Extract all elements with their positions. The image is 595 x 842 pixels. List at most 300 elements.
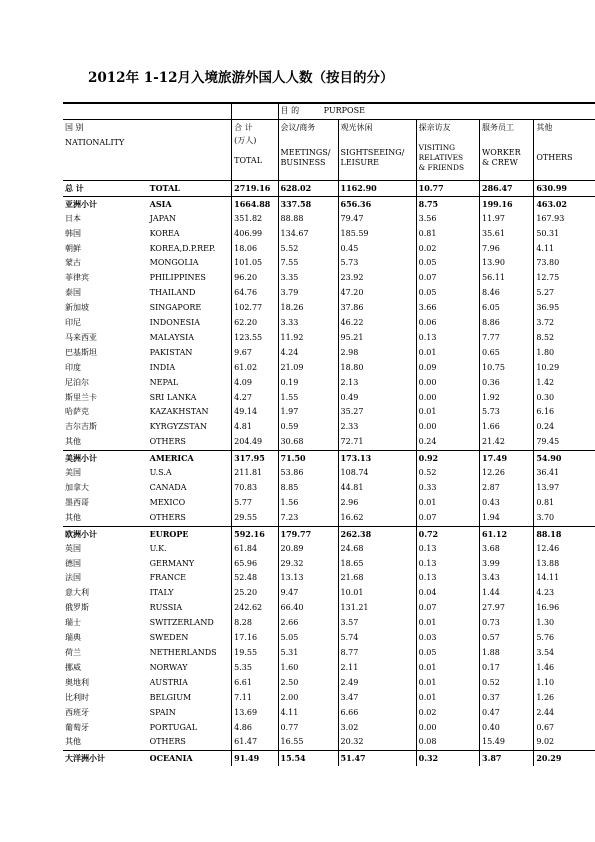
- others-cell: 13.88: [534, 557, 595, 572]
- sight-cell: 47.20: [338, 286, 416, 301]
- worker-cell: 3.43: [480, 571, 534, 586]
- country-cn: 朝鲜: [65, 243, 81, 253]
- country-cn: 奥地利: [65, 677, 89, 687]
- country-cn: 俄罗斯: [65, 603, 89, 613]
- total-cell: 5.35: [232, 661, 278, 676]
- total-cell: 211.81: [232, 466, 278, 481]
- country-en: RUSSIA: [149, 603, 183, 613]
- country-cn: 其他: [65, 737, 81, 747]
- total-cell: 102.77: [232, 301, 278, 316]
- sight-cell: 2.96: [338, 496, 416, 511]
- table-row: [63, 376, 595, 391]
- visit-cell: 0.00: [416, 721, 479, 736]
- meet-cell: 20.89: [278, 542, 338, 557]
- country-en: SPAIN: [149, 707, 176, 717]
- country-cn: 加拿大: [65, 483, 89, 493]
- country-en: TOTAL: [146, 180, 232, 196]
- visit-cn-header: 探亲访友: [416, 119, 479, 136]
- others-cell: 36.95: [534, 301, 595, 316]
- visit-cell: 0.13: [416, 331, 479, 346]
- sight-cell: 2.98: [338, 346, 416, 361]
- others-en-header: [534, 136, 595, 180]
- country-cn: 瑞典: [65, 633, 81, 643]
- country-en: PORTUGAL: [149, 722, 198, 732]
- others-cell: 50.31: [534, 227, 595, 242]
- table-row: [63, 586, 595, 601]
- country-cn: 巴基斯坦: [65, 347, 97, 357]
- visit-cell: 10.77: [416, 180, 479, 196]
- total-cell: 123.55: [232, 331, 278, 346]
- table-row: [63, 271, 595, 286]
- country-en: CANADA: [149, 483, 187, 493]
- worker-cell: 35.61: [480, 227, 534, 242]
- meet-cell: 29.32: [278, 557, 338, 572]
- sight-cell: 5.74: [338, 631, 416, 646]
- table-row: [63, 227, 595, 242]
- sight-cell: 3.47: [338, 691, 416, 706]
- meet-cell: 0.59: [278, 420, 338, 435]
- table-row: [63, 435, 595, 450]
- others-cell: 4.11: [534, 242, 595, 257]
- sight-cell: 23.92: [338, 271, 416, 286]
- country-cn: 西班牙: [65, 707, 89, 717]
- visit-cell: 0.00: [416, 391, 479, 406]
- sight-cell: 95.21: [338, 331, 416, 346]
- total-cell: 317.95: [232, 451, 278, 466]
- country-cn: 斯里兰卡: [65, 392, 97, 402]
- table-row: [63, 511, 595, 526]
- meet-cell: 5.52: [278, 242, 338, 257]
- total-cell: 4.09: [232, 376, 278, 391]
- table-row: [63, 661, 595, 676]
- worker-cell: 7.96: [480, 242, 534, 257]
- country-cn: 韩国: [65, 228, 81, 238]
- worker-cell: 15.49: [480, 735, 534, 750]
- total-cell: 19.55: [232, 646, 278, 661]
- worker-cell: 13.90: [480, 256, 534, 271]
- visit-en-line-2: RELATIVES: [418, 153, 464, 163]
- country-cn: 哈萨克: [65, 407, 89, 417]
- sight-cell: 6.66: [338, 706, 416, 721]
- country-en-header: NATIONALITY: [63, 136, 146, 180]
- table-row: [63, 361, 595, 376]
- total-cell: 18.06: [232, 242, 278, 257]
- meet-en-line-1: MEETINGS/: [280, 148, 331, 158]
- country-en: U.S.A: [149, 468, 172, 478]
- table-row: [63, 735, 595, 750]
- sight-cell: 185.59: [338, 227, 416, 242]
- table-row: [63, 691, 595, 706]
- country-cn: 泰国: [65, 288, 81, 298]
- worker-cell: 12.26: [480, 466, 534, 481]
- visit-cell: 0.08: [416, 735, 479, 750]
- visit-cell: 0.01: [416, 346, 479, 361]
- total-cell: 70.83: [232, 481, 278, 496]
- total-cell: 64.76: [232, 286, 278, 301]
- others-cell: 54.90: [534, 451, 595, 466]
- others-cell: 0.30: [534, 391, 595, 406]
- meet-cell: 3.35: [278, 271, 338, 286]
- visit-en-line-1: VISITING: [418, 143, 456, 153]
- meet-cell: 71.50: [278, 451, 338, 466]
- subtotal-row: [63, 751, 595, 766]
- others-cell: 1.80: [534, 346, 595, 361]
- worker-cell: 10.75: [480, 361, 534, 376]
- purpose-en: PURPOSE: [323, 106, 365, 116]
- sight-cell: 10.01: [338, 586, 416, 601]
- table-row: [63, 616, 595, 631]
- others-cell: 0.24: [534, 420, 595, 435]
- worker-cell: 0.40: [480, 721, 534, 736]
- worker-cell: 17.49: [480, 451, 534, 466]
- country-cn: 英国: [65, 543, 81, 553]
- total-cell: 25.20: [232, 586, 278, 601]
- country-en: KAZAKHSTAN: [149, 407, 209, 417]
- meet-cell: 13.13: [278, 571, 338, 586]
- meet-cell: 9.47: [278, 586, 338, 601]
- others-cn-header: 其他: [534, 119, 595, 136]
- country-cn: 法国: [65, 573, 81, 583]
- others-cell: 3.54: [534, 646, 595, 661]
- country-en: SWEDEN: [149, 633, 189, 643]
- visit-cell: 0.81: [416, 227, 479, 242]
- worker-cell: 0.17: [480, 661, 534, 676]
- meet-cell: 30.68: [278, 435, 338, 450]
- visit-cell: 3.56: [416, 212, 479, 227]
- others-cell: 167.93: [534, 212, 595, 227]
- others-cell: 20.29: [534, 751, 595, 766]
- country-cn-header: 国 别: [63, 119, 146, 136]
- country-cn: 葡萄牙: [65, 722, 89, 732]
- meet-cell: 4.24: [278, 346, 338, 361]
- tourist-table: [63, 102, 595, 766]
- country-en: MEXICO: [149, 497, 186, 507]
- meet-cell: 3.79: [278, 286, 338, 301]
- table-row: [63, 646, 595, 661]
- country-en: FRANCE: [149, 573, 186, 583]
- worker-en-header: [480, 136, 534, 180]
- sight-cell: 1162.90: [338, 180, 416, 196]
- country-cn: 墨西哥: [65, 497, 89, 507]
- total-cell: 65.96: [232, 557, 278, 572]
- meet-cell: 1.56: [278, 496, 338, 511]
- country-en: NEPAL: [149, 377, 179, 387]
- total-unit: (万人): [234, 136, 257, 146]
- worker-cell: 3.68: [480, 542, 534, 557]
- visit-cell: 8.75: [416, 196, 479, 211]
- visit-cell: 0.01: [416, 676, 479, 691]
- others-cell: 1.42: [534, 376, 595, 391]
- visit-cell: 0.01: [416, 405, 479, 420]
- visit-cell: 0.01: [416, 616, 479, 631]
- meet-cell: 3.33: [278, 316, 338, 331]
- others-cell: 5.76: [534, 631, 595, 646]
- others-cell: 1.10: [534, 676, 595, 691]
- table-row: [63, 242, 595, 257]
- others-cell: 6.16: [534, 405, 595, 420]
- meet-cell: 7.55: [278, 256, 338, 271]
- table-row: [63, 331, 595, 346]
- sight-cell: 0.45: [338, 242, 416, 257]
- worker-cell: 1.44: [480, 586, 534, 601]
- sight-cell: 46.22: [338, 316, 416, 331]
- meet-cell: 88.88: [278, 212, 338, 227]
- others-cell: 88.18: [534, 526, 595, 541]
- worker-cell: 0.47: [480, 706, 534, 721]
- country-cn: 吉尔吉斯: [65, 422, 97, 432]
- table-row: [63, 301, 595, 316]
- visit-cell: 0.07: [416, 511, 479, 526]
- country-en: ASIA: [146, 196, 232, 211]
- country-cn: 大洋洲小计: [63, 751, 146, 766]
- total-cell: 6.61: [232, 676, 278, 691]
- total-cell: 406.99: [232, 227, 278, 242]
- sight-cell: 108.74: [338, 466, 416, 481]
- meet-cell: 179.77: [278, 526, 338, 541]
- worker-cell: 56.11: [480, 271, 534, 286]
- table-row: [63, 557, 595, 572]
- country-cn: 比利时: [65, 692, 89, 702]
- others-cell: 36.41: [534, 466, 595, 481]
- table-row: [63, 466, 595, 481]
- total-cell: 4.81: [232, 420, 278, 435]
- worker-en-line-2: & CREW: [482, 158, 518, 168]
- country-en: MONGOLIA: [149, 258, 199, 268]
- visit-cell: 0.06: [416, 316, 479, 331]
- others-cell: 14.11: [534, 571, 595, 586]
- others-en-line-1: OTHERS: [536, 153, 573, 163]
- country-cn: 德国: [65, 558, 81, 568]
- visit-cell: 0.04: [416, 586, 479, 601]
- others-cell: 12.46: [534, 542, 595, 557]
- meet-cell: 2.50: [278, 676, 338, 691]
- country-en: SWITZERLAND: [149, 618, 214, 628]
- others-cell: 0.81: [534, 496, 595, 511]
- total-cn-header: 合 计: [232, 119, 278, 136]
- others-cell: 1.46: [534, 661, 595, 676]
- country-en: INDONESIA: [149, 318, 201, 328]
- country-cn: 意大利: [65, 588, 89, 598]
- meet-cell: 53.86: [278, 466, 338, 481]
- country-cn: 欧洲小计: [63, 526, 146, 541]
- table-row: [63, 286, 595, 301]
- meet-cell: 1.60: [278, 661, 338, 676]
- total-cell: 9.67: [232, 346, 278, 361]
- header-row-purpose: [63, 103, 595, 119]
- sight-en-header: [338, 136, 416, 180]
- total-cell: 1664.88: [232, 196, 278, 211]
- sight-cell: 44.81: [338, 481, 416, 496]
- table-row: [63, 542, 595, 557]
- country-cn: 日本: [65, 213, 81, 223]
- visit-cell: 0.05: [416, 646, 479, 661]
- country-en: MALAYSIA: [149, 332, 195, 342]
- total-cell: 7.11: [232, 691, 278, 706]
- sight-en-line-1: SIGHTSEEING/: [340, 148, 405, 158]
- total-cell: 61.02: [232, 361, 278, 376]
- worker-cell: 3.87: [480, 751, 534, 766]
- visit-cell: 0.13: [416, 571, 479, 586]
- table-body: [63, 103, 595, 766]
- country-en: BELGIUM: [149, 692, 192, 702]
- visit-cell: 0.24: [416, 435, 479, 450]
- sight-cell: 131.21: [338, 601, 416, 616]
- table-row: [63, 571, 595, 586]
- others-cell: 5.27: [534, 286, 595, 301]
- country-en: OTHERS: [149, 512, 186, 522]
- country-en: SINGAPORE: [149, 303, 202, 313]
- table-row: [63, 346, 595, 361]
- others-cell: 73.80: [534, 256, 595, 271]
- table-row: [63, 496, 595, 511]
- worker-en-line-1: WORKER: [482, 148, 521, 158]
- visit-cell: 0.72: [416, 526, 479, 541]
- country-en: INDIA: [149, 362, 176, 372]
- sight-cell: 262.38: [338, 526, 416, 541]
- others-cell: 1.26: [534, 691, 595, 706]
- table-row: [63, 212, 595, 227]
- visit-cell: 0.03: [416, 631, 479, 646]
- worker-cell: 1.88: [480, 646, 534, 661]
- country-en: THAILAND: [149, 288, 196, 298]
- worker-cell: 0.43: [480, 496, 534, 511]
- country-cn: 马来西亚: [65, 332, 97, 342]
- worker-cell: 7.77: [480, 331, 534, 346]
- worker-cell: 3.99: [480, 557, 534, 572]
- country-en: AMERICA: [146, 451, 232, 466]
- meet-cell: 18.26: [278, 301, 338, 316]
- worker-cell: 2.87: [480, 481, 534, 496]
- meet-cell: 15.54: [278, 751, 338, 766]
- sight-cell: 20.32: [338, 735, 416, 750]
- worker-cell: 6.05: [480, 301, 534, 316]
- grand-total-row: [63, 180, 595, 196]
- sight-cell: 18.65: [338, 557, 416, 572]
- worker-cell: 8.46: [480, 286, 534, 301]
- country-cn: 亚洲小计: [63, 196, 146, 211]
- worker-cell: 8.86: [480, 316, 534, 331]
- meet-cell: 337.58: [278, 196, 338, 211]
- country-en: U.K.: [149, 543, 167, 553]
- purpose-cn: 目 的: [280, 106, 300, 116]
- table-row: [63, 631, 595, 646]
- header-row-cn: [63, 119, 595, 136]
- worker-cell: 1.66: [480, 420, 534, 435]
- country-cn: 荷兰: [65, 647, 81, 657]
- meet-cell: 11.92: [278, 331, 338, 346]
- visit-cell: 0.05: [416, 256, 479, 271]
- total-cell: 96.20: [232, 271, 278, 286]
- country-cn: 挪威: [65, 662, 81, 672]
- country-en: OTHERS: [149, 737, 186, 747]
- country-cn: 菲律宾: [65, 273, 89, 283]
- sight-cell: 656.36: [338, 196, 416, 211]
- visit-cell: 0.33: [416, 481, 479, 496]
- sight-cn-header: 观光休闲: [338, 119, 416, 136]
- worker-cell: 286.47: [480, 180, 534, 196]
- others-cell: 13.97: [534, 481, 595, 496]
- country-en: ITALY: [149, 588, 174, 598]
- country-cn: 总 计: [63, 180, 146, 196]
- worker-cell: 0.65: [480, 346, 534, 361]
- visit-cell: 0.13: [416, 542, 479, 557]
- meet-cell: 2.00: [278, 691, 338, 706]
- subtotal-row: [63, 526, 595, 541]
- others-cell: 2.44: [534, 706, 595, 721]
- visit-cell: 0.05: [416, 286, 479, 301]
- country-en: NORWAY: [149, 662, 188, 672]
- visit-en-header: [416, 136, 479, 180]
- worker-cell: 199.16: [480, 196, 534, 211]
- table-row: [63, 721, 595, 736]
- country-en: PAKISTAN: [149, 347, 193, 357]
- table-row: [63, 676, 595, 691]
- total-cell: 592.16: [232, 526, 278, 541]
- table-row: [63, 405, 595, 420]
- meet-en-line-2: BUSINESS: [280, 158, 326, 168]
- sight-cell: 21.68: [338, 571, 416, 586]
- total-cell: 101.05: [232, 256, 278, 271]
- table-row: [63, 316, 595, 331]
- others-cell: 9.02: [534, 735, 595, 750]
- visit-cell: 0.32: [416, 751, 479, 766]
- sight-cell: 72.71: [338, 435, 416, 450]
- total-en: TOTAL: [234, 156, 263, 166]
- worker-cell: 0.73: [480, 616, 534, 631]
- sight-cell: 79.47: [338, 212, 416, 227]
- sight-cell: 24.68: [338, 542, 416, 557]
- country-en: OTHERS: [149, 437, 186, 447]
- worker-cell: 27.97: [480, 601, 534, 616]
- sight-cell: 8.77: [338, 646, 416, 661]
- meet-cell: 0.77: [278, 721, 338, 736]
- country-en: EUROPE: [146, 526, 232, 541]
- others-cell: 4.23: [534, 586, 595, 601]
- total-cell: 204.49: [232, 435, 278, 450]
- meet-cell: 5.05: [278, 631, 338, 646]
- meet-cell: 66.40: [278, 601, 338, 616]
- purpose-header: [278, 103, 595, 119]
- worker-cell: 0.37: [480, 691, 534, 706]
- meet-cell: 1.55: [278, 391, 338, 406]
- sight-cell: 3.57: [338, 616, 416, 631]
- visit-cell: 0.07: [416, 271, 479, 286]
- country-en: SRI LANKA: [149, 392, 197, 402]
- subtotal-row: [63, 196, 595, 211]
- worker-cell: 11.97: [480, 212, 534, 227]
- total-cell: 17.16: [232, 631, 278, 646]
- sight-cell: 2.11: [338, 661, 416, 676]
- total-cell: 8.28: [232, 616, 278, 631]
- meet-cn-header: 会议/商务: [278, 119, 338, 136]
- header-row-en: [63, 136, 595, 180]
- worker-cell: 0.52: [480, 676, 534, 691]
- sight-cell: 37.86: [338, 301, 416, 316]
- meet-cell: 628.02: [278, 180, 338, 196]
- sight-cell: 0.49: [338, 391, 416, 406]
- visit-cell: 0.92: [416, 451, 479, 466]
- worker-cn-header: 服务员工: [480, 119, 534, 136]
- total-cell: 2719.16: [232, 180, 278, 196]
- visit-cell: 0.00: [416, 420, 479, 435]
- meet-cell: 2.66: [278, 616, 338, 631]
- country-cn: 其他: [65, 437, 81, 447]
- country-cn: 瑞士: [65, 618, 81, 628]
- total-cell: 242.62: [232, 601, 278, 616]
- visit-cell: 0.01: [416, 661, 479, 676]
- others-cell: 1.30: [534, 616, 595, 631]
- meet-cell: 4.11: [278, 706, 338, 721]
